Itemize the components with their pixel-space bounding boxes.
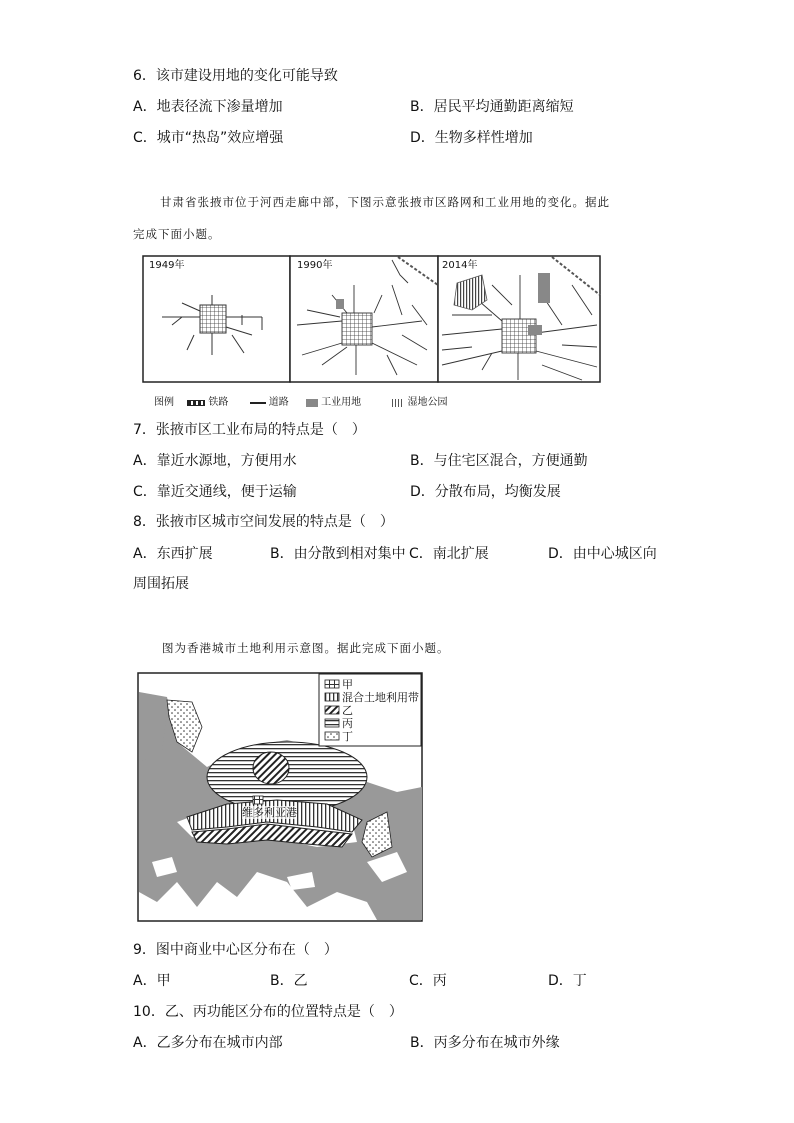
q8-stem: 8．张掖市区城市空间发展的特点是（ ） (133, 514, 394, 530)
legend-jia: 甲 (342, 678, 353, 691)
legend-mixed: 混合土地利用带 (342, 691, 419, 704)
q7-option-a: A．靠近水源地，方便用水 (133, 453, 297, 469)
zone-yi-north (253, 752, 289, 784)
industry-1990 (336, 299, 344, 309)
legend-ding: 丁 (342, 730, 353, 743)
q10-option-a: A．乙多分布在城市内部 (133, 1035, 283, 1051)
railway-symbol (187, 400, 205, 406)
legend-title: 图例 (154, 397, 174, 408)
passage2-line1: 图为香港城市土地利用示意图。据此完成下面小题。 (162, 641, 450, 655)
q6-option-c: C．城市“热岛”效应增强 (133, 130, 284, 146)
panel-label-2014: 2014年 (442, 260, 478, 271)
industry-symbol (306, 399, 318, 407)
q8-option-d: D．由中心城区向 (548, 546, 657, 562)
passage1-line2: 完成下面小题。 (133, 227, 221, 241)
q6-option-b: B．居民平均通勤距离缩短 (410, 99, 574, 115)
q8-option-a: A．东西扩展 (133, 546, 213, 562)
legend-road: 道路 (268, 397, 289, 408)
harbour-label: 维多利亚港 (242, 806, 297, 819)
q9-option-d: D．丁 (548, 973, 587, 989)
legend-railway: 铁路 (208, 397, 229, 408)
legend-yi: 乙 (342, 704, 353, 717)
panel-label-1990: 1990年 (297, 260, 333, 271)
hongkong-landuse-map (137, 672, 425, 924)
zhangye-road-map (142, 255, 602, 385)
road-symbol (250, 402, 266, 404)
q9-option-c: C．丙 (409, 973, 447, 989)
industry-2014-a (538, 273, 550, 303)
passage1-line1: 甘肃省张掖市位于河西走廊中部，下图示意张掖市区路网和工业用地的变化。据此 (160, 195, 610, 209)
q8-option-b: B．由分散到相对集中 (270, 546, 406, 562)
q6-stem: 6．该市建设用地的变化可能导致 (133, 68, 338, 84)
industry-2014-b (528, 325, 542, 335)
q9-option-a: A．甲 (133, 973, 171, 989)
map1-legend (154, 396, 448, 411)
q9-option-b: B．乙 (270, 973, 308, 989)
q7-option-b: B．与住宅区混合，方便通勤 (410, 453, 588, 469)
q9-stem: 9．图中商业中心区分布在（ ） (133, 942, 338, 958)
zone-cbd (253, 796, 263, 804)
wetland-symbol (392, 399, 404, 407)
q10-stem: 10．乙、丙功能区分布的位置特点是（ ） (133, 1004, 403, 1020)
q8-option-c: C．南北扩展 (409, 546, 489, 562)
q10-option-b: B．丙多分布在城市外缘 (410, 1035, 560, 1051)
q8-option-d-cont: 周围拓展 (133, 576, 189, 592)
legend-bing: 丙 (342, 717, 353, 730)
q6-option-d: D．生物多样性增加 (410, 130, 533, 146)
q7-stem: 7．张掖市区工业布局的特点是（ ） (133, 422, 366, 438)
q7-option-c: C．靠近交通线，便于运输 (133, 484, 297, 500)
legend-wetland: 湿地公园 (407, 397, 448, 408)
q7-option-d: D．分散布局，均衡发展 (410, 484, 561, 500)
panel-label-1949: 1949年 (149, 260, 185, 271)
legend-industry: 工业用地 (321, 397, 362, 408)
q6-option-a: A．地表径流下渗量增加 (133, 99, 283, 115)
